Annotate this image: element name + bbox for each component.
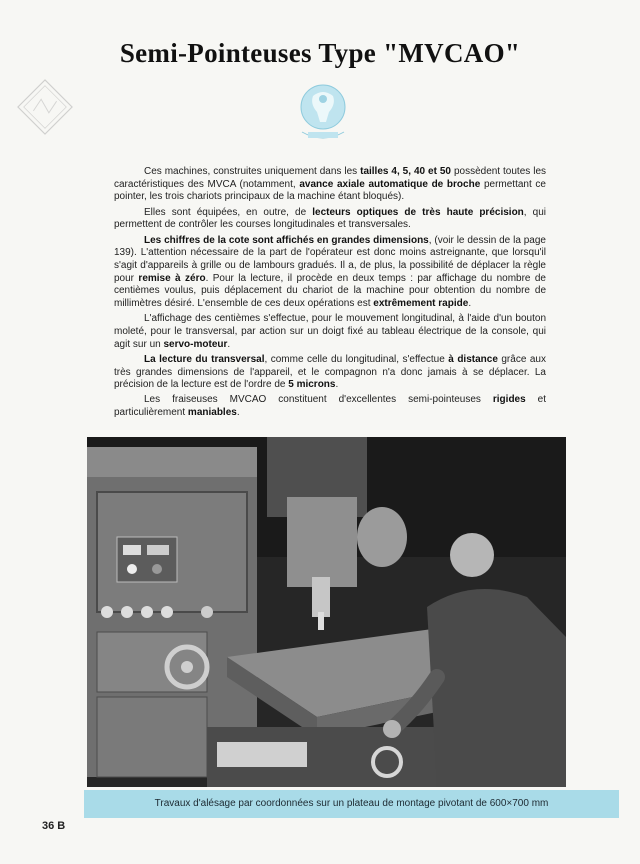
- text-run: permettant ce pointer, les trois chariots principaux de la machine étant bloqués).: [114, 178, 546, 203]
- diamond-stamp-icon: [16, 78, 74, 136]
- bold-text: La lecture du transversal: [144, 353, 265, 365]
- text-run: , comme celle du longitudinal, s'effectue: [264, 353, 449, 365]
- paragraph: [114, 235, 546, 311]
- text-run: , (voir le dessin de la page 139). L'attention nécessaire de la part de l'opérateur est donc moins astreignante, que lorsqu'il s'agit d'appareils à grille ou de lambours gradués. Il a, de plus, la possibilité de déplacer la règle pour: [114, 234, 546, 284]
- bold-text: extrêmement rapide: [373, 298, 469, 310]
- huron-logo-icon: [296, 82, 350, 144]
- body-text: [114, 166, 546, 422]
- bold-text: tailles 4, 5, 40 et 50: [360, 166, 451, 177]
- page-number: 36 B: [42, 820, 66, 832]
- text-run: Ces machines, construites uniquement dans les: [144, 166, 361, 177]
- bold-text: lecteurs optiques de très haute précision: [312, 206, 524, 218]
- text-run: Les fraiseuses MVCAO constituent d'excellentes semi-pointeuses: [144, 394, 493, 406]
- photo-caption: Travaux d'alésage par coordonnées sur un plateau de montage pivotant de 600×700 mm: [154, 798, 549, 809]
- text-run: . Pour la lecture, il procède en deux temps : par affichage du nombre de centièmes voulus, puis déplacement du chariot de la machine pour obtention du nombre de millimètres désiré. L'ensemble de ces deux opérations est: [114, 272, 546, 310]
- bold-text: Les chiffres de la cote sont affichés en grandes dimensions: [144, 234, 429, 246]
- bold-text: à distance: [448, 353, 498, 365]
- paragraph: [114, 166, 546, 204]
- text-run: .: [468, 298, 472, 310]
- paragraph: [114, 394, 546, 419]
- text-run: L'affichage des centièmes s'effectue, pour le mouvement longitudinal, à l'aide d'un bouton moleté, pour le transversal, par action sur un doigt fixé au tableau électrique de la console, qui agit sur un: [114, 313, 546, 350]
- bold-text: 5 microns: [288, 379, 336, 391]
- machine-photo: [87, 437, 566, 787]
- paragraph: [114, 354, 546, 392]
- text-run: .: [227, 338, 231, 350]
- paragraph: [114, 207, 546, 232]
- bold-text: rigides: [492, 394, 526, 406]
- caption-bar: [84, 790, 619, 818]
- text-run: grâce aux très grandes dimensions de l'appareil, et le compagnon n'a donc jamais à se déplacer. La précision de la lecture est de l'ordre de: [114, 353, 546, 391]
- text-run: , qui permettent de contrôler les courses longitudinales et transversales.: [114, 206, 546, 231]
- paragraph: [114, 313, 546, 351]
- bold-text: remise à zéro: [138, 272, 206, 284]
- text-run: .: [236, 407, 240, 419]
- text-run: Elles sont équipées, en outre, de: [144, 206, 313, 218]
- text-run: possèdent toutes les caractéristiques des MVCA (notamment,: [114, 166, 546, 190]
- bold-text: avance axiale automatique de broche: [299, 178, 481, 190]
- bold-text: servo-moteur: [163, 338, 228, 350]
- bold-text: maniables: [187, 407, 237, 419]
- text-run: et particulièrement: [114, 394, 546, 419]
- text-run: .: [335, 379, 339, 391]
- page-title: Semi-Pointeuses Type "MVCAO": [119, 38, 521, 68]
